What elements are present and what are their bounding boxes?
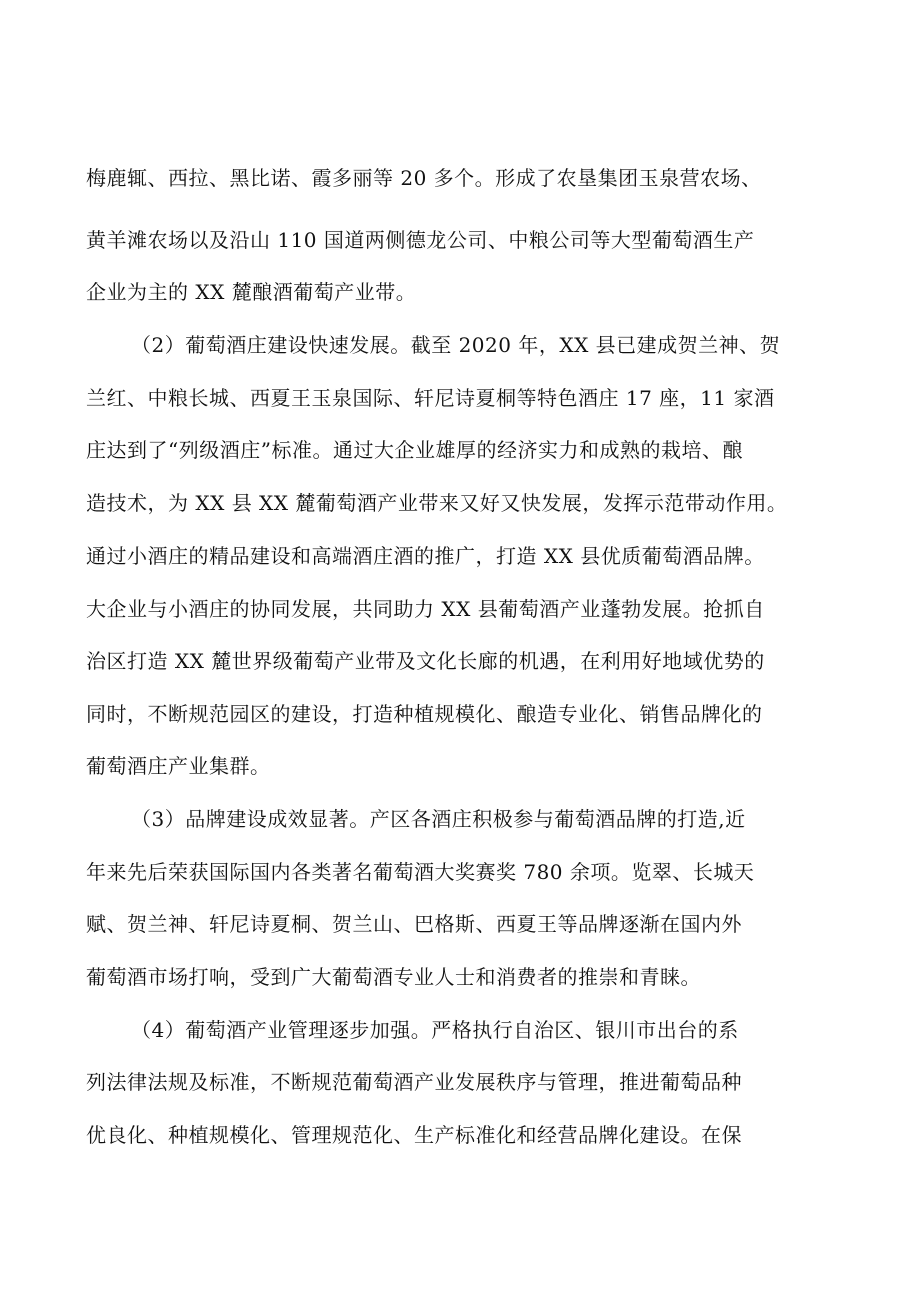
text-line: 庄达到了“列级酒庄”标准。通过大企业雄厚的经济实力和成熟的栽培、酿 [86,438,743,462]
text-line: 同时，不断规范园区的建设，打造种植规模化、酿造专业化、销售品牌化的 [86,702,763,726]
text-line: 治区打造 XX 麓世界级葡萄产业带及文化长廊的机遇，在利用好地域优势的 [86,649,765,673]
paragraph-3-first-line: （3）品牌建设成效显著。产区各酒庄积极参与葡萄酒品牌的打造,近 [131,807,746,831]
text-line: 造技术，为 XX 县 XX 麓葡萄酒产业带来又好又快发展，发挥示范带动作用。 [86,491,788,515]
text-line: 黄羊滩农场以及沿山 110 国道两侧德龙公司、中粮公司等大型葡萄酒生产 [86,228,755,252]
text-line: 兰红、中粮长城、西夏王玉泉国际、轩尼诗夏桐等特色酒庄 17 座，11 家酒 [86,386,775,410]
text-line: 企业为主的 XX 麓酿酒葡萄产业带。 [86,280,417,304]
text-line: 梅鹿辄、西拉、黑比诺、霞多丽等 20 多个。形成了农垦集团玉泉营农场、 [86,166,762,190]
text-line: 优良化、种植规模化、管理规范化、生产标准化和经营品牌化建设。在保 [86,1123,742,1147]
text-line: 葡萄酒市场打响，受到广大葡萄酒专业人士和消费者的推崇和青睐。 [86,965,701,989]
text-line: 通过小酒庄的精品建设和高端酒庄酒的推广，打造 XX 县优质葡萄酒品牌。 [86,544,765,568]
text-line: 列法律法规及标准，不断规范葡萄酒产业发展秩序与管理，推进葡萄品种 [86,1070,742,1094]
text-line: 赋、贺兰神、轩尼诗夏桐、贺兰山、巴格斯、西夏王等品牌逐渐在国内外 [86,912,742,936]
paragraph-2-first-line: （2）葡萄酒庄建设快速发展。截至 2020 年，XX 县已建成贺兰神、贺 [131,333,781,357]
text-line: 大企业与小酒庄的协同发展，共同助力 XX 县葡萄酒产业蓬勃发展。抢抓自 [86,597,765,621]
paragraph-4-first-line: （4）葡萄酒产业管理逐步加强。严格执行自治区、银川市出台的系 [131,1018,739,1042]
text-line: 年来先后荣获国际国内各类著名葡萄酒大奖赛奖 780 余项。览翠、长城天 [86,860,755,884]
text-line: 葡萄酒庄产业集群。 [86,754,271,778]
